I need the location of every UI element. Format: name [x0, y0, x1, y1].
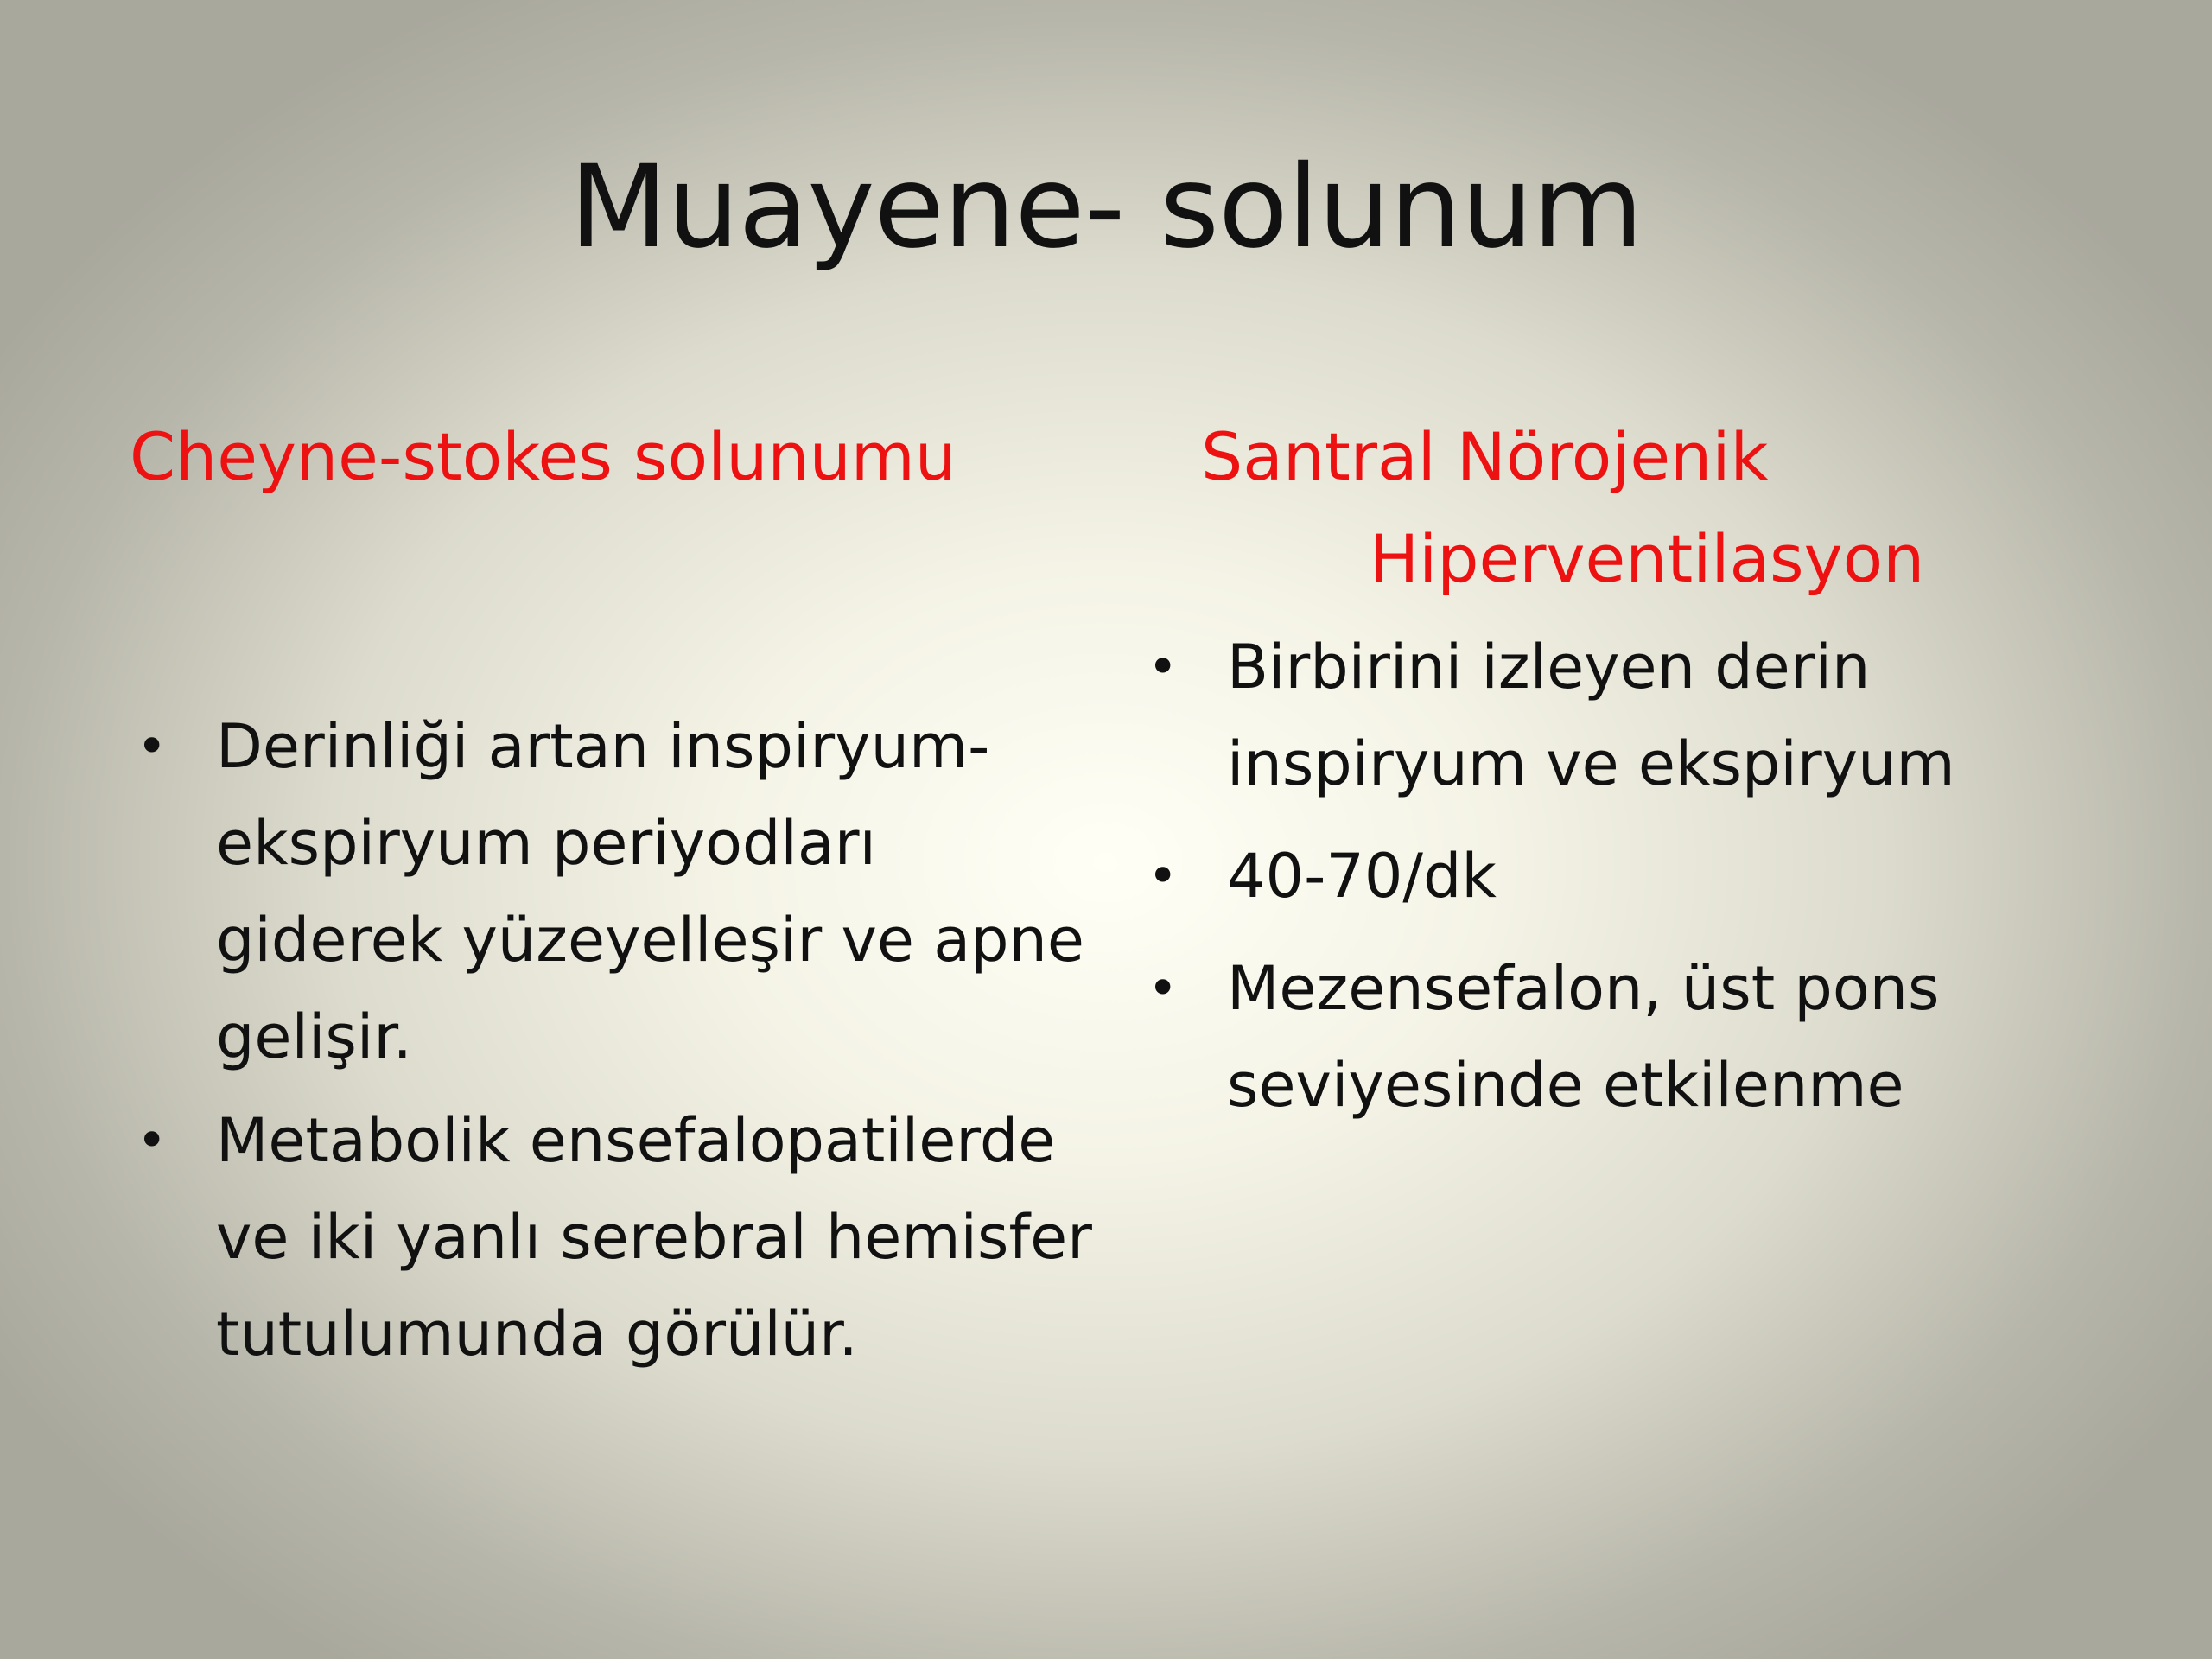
bullet-text: Birbirini izleyen derin inspiryum ve ekspiryum	[1227, 632, 1955, 799]
list-item	[1141, 828, 2108, 925]
bullet-dot-icon: •	[1147, 846, 1179, 906]
slide-title: Muayene- solunum	[569, 141, 1643, 274]
right-bullet-list	[1141, 619, 2108, 1134]
bullet-text: 40-70/dk	[1227, 841, 1497, 912]
bullet-dot-icon: •	[1147, 958, 1179, 1019]
list-item	[1141, 619, 2108, 812]
bullet-text: Mezensefalon, üst pons seviyesinde etkilenme	[1227, 953, 1940, 1121]
bullet-dot-icon: •	[137, 1110, 168, 1171]
right-column	[1141, 406, 2108, 1149]
right-heading	[1141, 406, 2108, 610]
left-heading: Cheyne-stokes solunumu	[130, 418, 957, 495]
list-item	[130, 1092, 1106, 1382]
list-item	[1141, 940, 2108, 1134]
bullet-text: Derinliği artan inspiryum-ekspiryum periyodları giderek yüzeyelleşir ve apne gelişir.	[216, 711, 1084, 1072]
left-column	[130, 406, 1106, 1389]
bullet-dot-icon: •	[1147, 637, 1179, 697]
right-heading-line2: Hiperventilasyon	[1370, 520, 1925, 597]
left-bullet-list	[130, 698, 1106, 1382]
right-heading-line1: Santral Nörojenik	[1201, 418, 1769, 495]
bullet-text: Metabolik ensefalopatilerde ve iki yanlı serebral hemisfer tutulumunda görülür.	[216, 1105, 1092, 1370]
bullet-dot-icon: •	[137, 716, 168, 777]
list-item	[130, 698, 1106, 1085]
